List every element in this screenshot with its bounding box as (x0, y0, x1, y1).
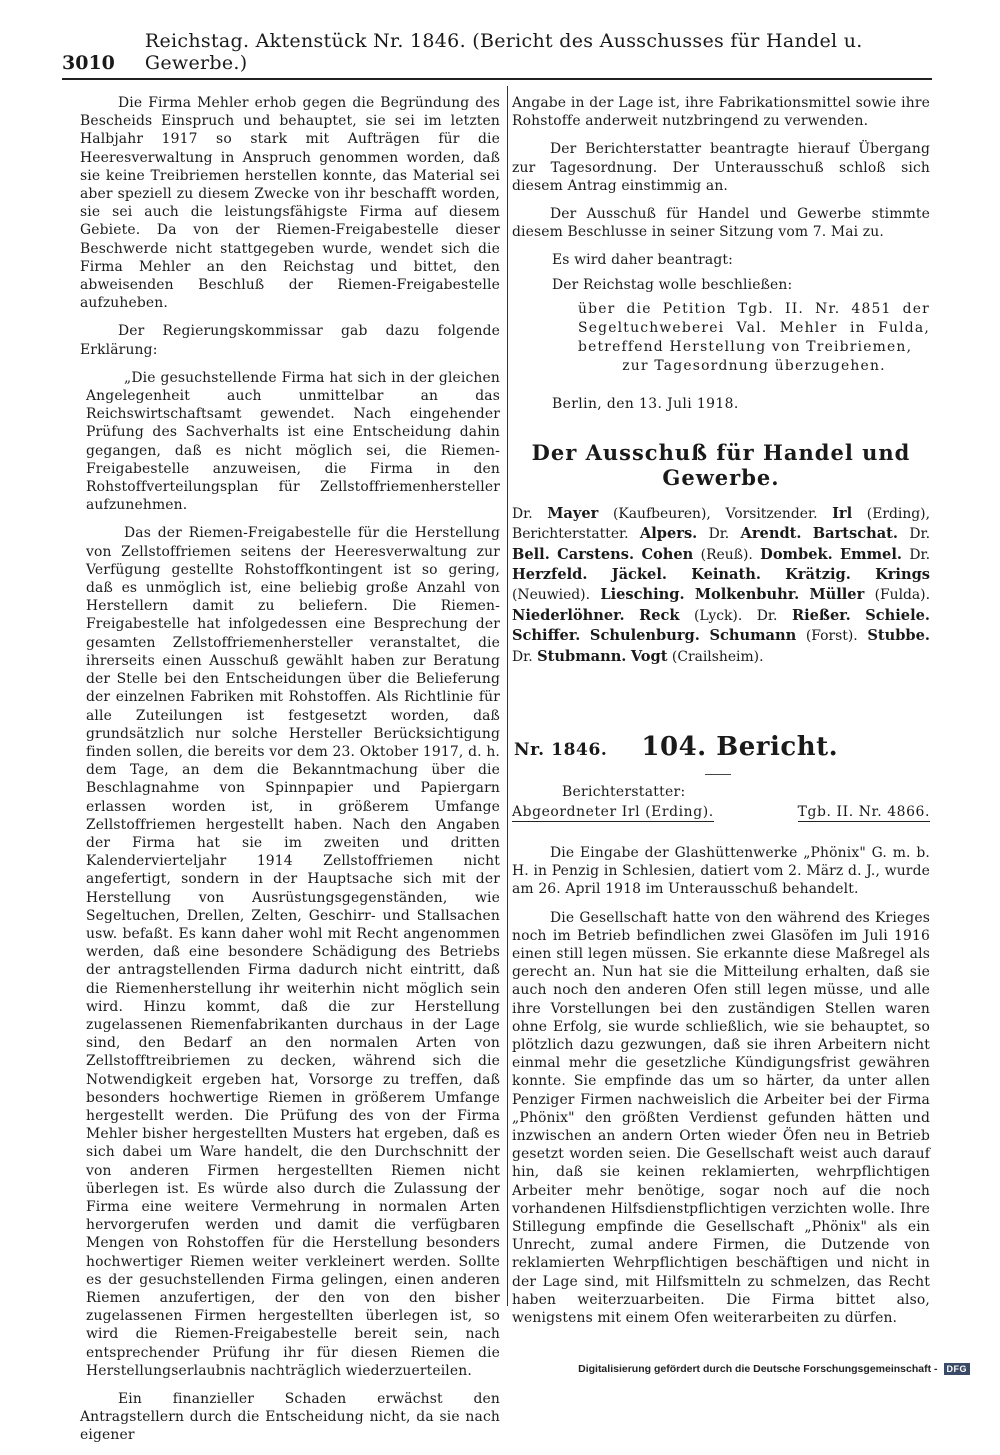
report-title: 104. Bericht. (641, 732, 839, 762)
paragraph: Die Gesellschaft hatte von den während des Krieges noch im Betrieb befindlichen zwei Glasöfen im Juli 1916 einen still legen müssen. Sie erkannte diese Maßregel als gerecht an. Nun hat sie die Mitteilung erhalten, daß sie auch noch den anderen Ofen still legen müsse, und alle ihre Vorstellungen bei den zuständigen Stellen waren ohne Erfolg, sie wurde schließlich, wie sie behauptet, so plötzlich dazu gezwungen, daß sie ihren Arbeitern nicht einmal mehr die gesetzliche Kündigungsfrist gewähren konnte. Sie empfinde das um so härter, da unter allen Penziger Firmen nachweislich die Arbeiter bei der Firma „Phönix" den größten Verdienst gefunden hätten und inzwischen an andern Orten wieder Öfen neu in Betrieb gesetzt worden seien. Die Gesellschaft weist auch darauf hin, daß sie keinen reklamierten, wehrpflichtigen Arbeiter mehr benötige, sogar noch auf die noch vorhandenen Hilfsdienstpflichtigen verzichten wolle. Ihre Stillegung empfinde die Gesellschaft „Phönix" als ein Unrecht, zumal andere Firmen, die Dutzende von reklamierten Wehrpflichtigen beschäftigen und nicht in der Lage sind, mit Hilfsmitteln zu schmelzen, das Recht haben weiterzuarbeiten. Die Firma bittet also, wenigstens mit einem Ofen weiterarbeiten zu dürfen. (512, 909, 930, 1327)
member-name: Schiffer. (512, 627, 581, 645)
member-detail (851, 567, 875, 583)
member-detail (667, 567, 691, 583)
paragraph: Der Berichterstatter beantragte hierauf Übergang zur Tagesordnung. Der Unterausschuß schloß sich diesem Antrag einstimmig an. (512, 141, 930, 194)
member-title: Dr. (512, 648, 538, 665)
paragraph: Ein finanzieller Schaden erwächst den Antragstellern durch die Entscheidung nicht, da sie nach eigener (80, 1391, 500, 1444)
member-title: Dr. (756, 607, 792, 624)
reporter-name: Abgeordneter Irl (Erding). (512, 804, 714, 820)
member-name: Dombek. (760, 545, 833, 563)
committee-members (512, 504, 930, 667)
member-detail: (Lyck). (679, 607, 757, 624)
report-heading (514, 732, 930, 766)
member-detail (761, 567, 785, 583)
member-name: Schumann (709, 627, 797, 645)
request-line: Es wird daher beantragt: (552, 252, 733, 269)
member-name: Reck (639, 606, 680, 624)
member-detail (700, 628, 710, 644)
member-name: Cohen (641, 545, 694, 563)
petition-text (578, 300, 930, 376)
member-name: Stubmann. (537, 647, 627, 665)
member-detail (833, 547, 840, 563)
member-name: Emmel. (840, 545, 902, 563)
member-detail: (Forst). (796, 628, 868, 645)
member-name: Schulenburg. (589, 627, 700, 645)
column-divider (507, 86, 508, 1306)
member-detail (685, 587, 695, 603)
member-name: Irl (832, 504, 853, 522)
member-detail: (Erding), Berichterstatter. (512, 505, 930, 543)
date-line: Berlin, den 13. Juli 1918. (552, 395, 739, 412)
member-title: Dr. (708, 526, 741, 543)
member-detail: (Neuwied). (512, 587, 601, 604)
member-title: Dr. (909, 546, 930, 563)
member-name: Molkenbuhr. (694, 586, 800, 604)
petition-line: zur Tagesordnung überzugehen. (622, 357, 886, 374)
reporter-label: Berichterstatter: (562, 784, 686, 800)
member-detail (801, 526, 812, 542)
member-name: Liesching. (600, 586, 685, 604)
paragraph: Der Ausschuß für Handel und Gewerbe stimmte diesem Beschlusse in seiner Sitzung vom 7. Mai zu. (512, 206, 930, 241)
reporter-row (512, 804, 930, 822)
journal-reference: Tgb. II. Nr. 4866. (797, 804, 930, 820)
reporter-block (512, 784, 930, 822)
resolve-line: Der Reichstag wolle beschließen: (552, 276, 793, 293)
quoted-paragraph: Das der Riemen-Freigabestelle für die Herstellung von Zellstoffriemen seitens der Heeresverwaltung zur Verfügung gestellte Rohstoffkontingent ist so gering, daß es unmöglich ist, eine beliebig große Anzahl von Herstellern damit zu beliefern. Die Riemen-Freigabestelle hat infolgedessen eine Besprechung der gesamten Zellstoffriemenhersteller veranstaltet, die ihrerseits einen Ausschuß gewählt haben zur Beratung der Stelle bei den Entscheidungen über die Belieferung der einzelnen Fabriken mit Rohstoffen. Als Richtlinie für alle Zuteilungen ist festgesetzt worden, daß grundsätzlich nur solche Hersteller Berücksichtigung finden sollen, die bereits vor dem 23. Oktober 1917, d. h. dem Tage, an dem die Bekanntmachung über die Beschlagnahme von Spinnpapier und Papiergarn erlassen worden ist, in größerem Umfange Zellstoffriemen hergestellt haben. Nach den Angaben der Firma hat sie im zweiten und dritten Kalendervierteljahr 1914 Zellstoffriemen nicht angefertigt, sondern in der Hauptsache sich mit der Herstellung von Ausrüstungsgegenständen, wie Segeltuchen, Drellen, Zelten, Geschirr- und Stallsachen usw. befaßt. Es kann daher wohl mit Recht angenommen werden, daß eine besondere Schädigung des Betriebs der antragstellenden Firma dadurch nicht eintritt, daß die Riemenherstellung ihr weiterhin nicht möglich sein wird. Hinzu kommt, daß die zur Herstellung zugelassenen Riemenfabrikanten durchaus in der Lage sind, den Bedarf an den normalen Arten von Zellstofftreibriemen zu decken, während sich die Notwendigkeit ergeben hat, Vorsorge zu treffen, daß besonders hochwertige Riemen in größerem Umfange hergestellt werden. Die Prüfung des von der Firma Mehler bisher hergestellten Musters hat ergeben, daß es sich dabei um Ware handelt, die den Durchschnitt der von anderen Firmen hergestellten Riemen nicht überlegen ist. Es würde also durch die Zulassung der Firma eine weitere Vermehrung in normalen Arten hervorgerufen werden und damit die verfügbaren Mengen von Rohstoffen für die Herstellung besonders hochwertiger Riemen weiter verkleinert werden. Sollte es der gesuchstellenden Firma gelingen, einen anderen Riemen anzufertigen, der den von den bisher zugelassenen Firmen hergestellten überlegen ist, so wird die Riemen-Freigabestelle bereit sein, nach entsprechender Prüfung ihr für diesen Riemen die Herstellungserlaubnis nachträglich wiederzuerteilen. (86, 525, 500, 1379)
member-name: Herzfeld. (512, 566, 588, 584)
member-title: Dr. (909, 526, 930, 543)
member-detail: (Reuß). (693, 546, 761, 563)
member-name: Bartschat. (812, 525, 899, 543)
paragraph: Angabe in der Lage ist, ihre Fabrikationsmittel sowie ihre Rohstoffe anderweit nutzbringend zu verwenden. (512, 95, 930, 130)
member-detail (851, 608, 866, 624)
paragraph: Die Eingabe der Glashüttenwerke „Phönix" G. m. b. H. in Penzig in Schlesien, datiert vom 2. März d. J., wurde am 26. April 1918 im Unterausschuß behandelt. (512, 845, 930, 898)
footer-note (578, 1363, 970, 1375)
divider (705, 774, 731, 775)
header-title: Reichstag. Aktenstück Nr. 1846. (Bericht des Ausschusses für Handel u. Gewerbe.) (144, 30, 863, 74)
member-name: Bell. (512, 545, 550, 563)
member-detail: (Fulda). (864, 587, 931, 604)
member-detail (898, 526, 909, 542)
member-name: Niederlöhner. (512, 606, 625, 624)
page-number: 3010 (62, 52, 115, 74)
member-detail (799, 587, 809, 603)
member-detail (625, 608, 640, 624)
footer-text: Digitalisierung gefördert durch die Deutsche Forschungsgemeinschaft - (578, 1363, 938, 1375)
member-name: Stubbe. (867, 627, 930, 645)
member-name: Rießer. (791, 606, 851, 624)
member-detail (580, 628, 590, 644)
member-name: Keinath. (691, 566, 761, 584)
paragraph: Die Firma Mehler erhob gegen die Begründung des Bescheids Einspruch und behauptet, sie sei im letzten Halbjahr 1917 so stark mit Aufträgen für die Heeresverwaltung in Anspruch genommen worden, daß sie keine Treibriemen herstellen konnte, das Material sei aber speziell zu diesem Zwecke von ihr beschafft worden, sie sei auch die leistungsfähigste Firma auf diesem Gebiete. Da von der Riemen-Freigabestelle dieser Beschwerde nicht stattgegeben wurde, wendet sich die Firma Mehler an den Reichstag und bittet, den abweisenden Beschluß der Riemen-Freigabestelle aufzuheben. (80, 95, 500, 312)
member-name: Carstens. (557, 545, 635, 563)
member-detail: (Kaufbeuren), Vorsitzender. (598, 505, 833, 522)
report-body (512, 844, 930, 1337)
member-detail: (Crailsheim). (667, 648, 764, 665)
member-detail (587, 567, 611, 583)
member-name: Jäckel. (611, 566, 667, 584)
member-title: Dr. (512, 505, 548, 522)
member-name: Krings (875, 566, 931, 584)
member-name: Krätzig. (785, 566, 851, 584)
member-name: Alpers. (639, 525, 698, 543)
petition-line: über die Petition Tgb. II. Nr. 4851 der Segeltuchweberei Val. Mehler in Fulda, betreffend Herstellung von Treibriemen, (578, 300, 930, 355)
member-name: Müller (809, 586, 865, 604)
dfg-logo: DFG (944, 1363, 971, 1375)
member-name: Mayer (547, 504, 599, 522)
right-column (512, 94, 930, 667)
page-header (62, 30, 932, 80)
left-column (80, 94, 500, 1455)
member-name: Vogt (630, 647, 668, 665)
member-name: Arendt. (740, 525, 802, 543)
committee-title: Der Ausschuß für Handel und Gewerbe. (531, 439, 911, 490)
quoted-paragraph: „Die gesuchstellende Firma hat sich in der gleichen Angelegenheit auch unmittelbar an das Reichswirtschaftsamt gewendet. Nach eingehender Prüfung des Sachverhalts ist eine Entscheidung dahin gegangen, daß es nicht möglich sei, die Riemen-Freigabestelle anzuweisen, die Firma in den Rohstoffverteilungsplan für Zellstoffriemenhersteller aufzunehmen. (86, 369, 500, 514)
report-number: Nr. 1846. (514, 740, 608, 760)
paragraph: Der Regierungskommissar gab dazu folgende Erklärung: (80, 323, 500, 358)
member-name: Schiele. (865, 606, 930, 624)
member-detail (697, 526, 708, 542)
